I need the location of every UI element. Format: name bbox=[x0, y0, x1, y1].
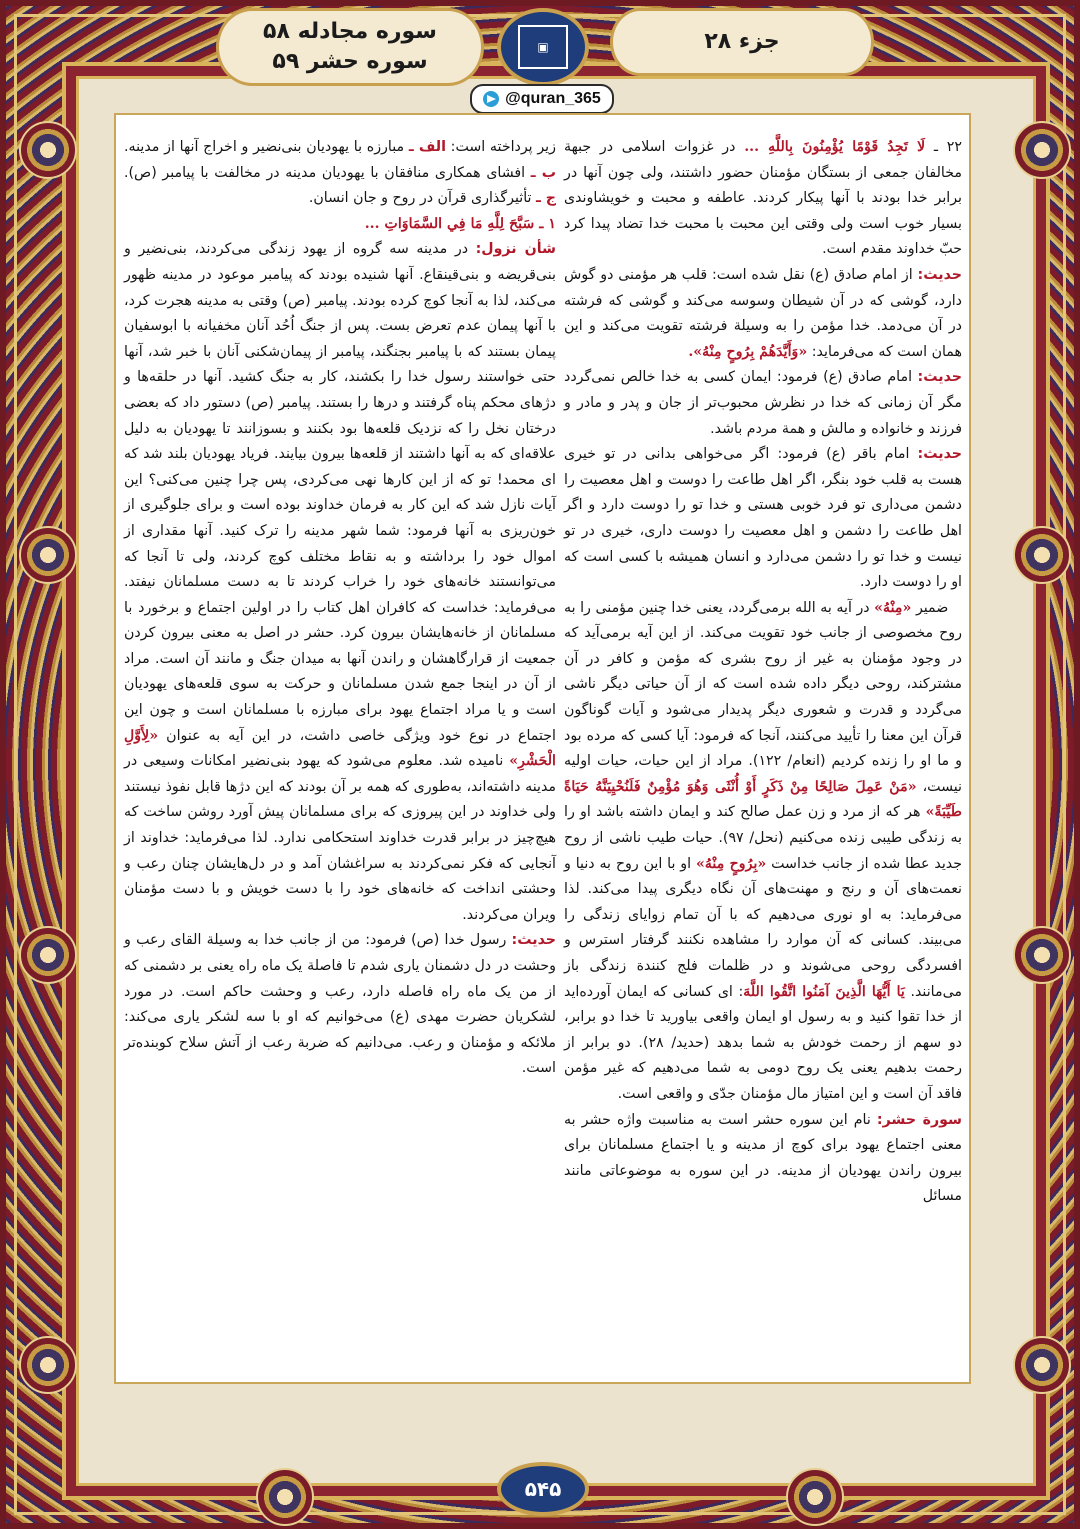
paragraph: زیر پرداخته است: الف ـ مبارزه با یهودیان بنی‌نضیر و اخراج آنها از مدینه. ب ـ افشای همکاری منافقان با یهودیان مدینه در مخالفت با پیامبر (ص). ج ـ تأثیرگذاری قرآن در روح و جان انسان. bbox=[124, 139, 557, 207]
verse-heading bbox=[124, 212, 556, 238]
telegram-icon bbox=[483, 91, 499, 107]
hadith-paragraph: حدیث: رسول خدا (ص) فرمود: من از جانب خدا به وسیلة القای رعب و وحشت در دل دشمنان یاری شدم تا فاصلة یک ماه راه یعنی بر دشمنی که از من یک ماه راه فاصله دارد، رعب و وحشت حاکم است. در مورد لشکریان حضرت مهدی (ع) می‌خوانیم که او با سه لشکر یاری می‌کند: ملائکه و مؤمنان و رعب. می‌دانیم که ضربة رعب از آتش سلاح کوبنده‌تر است. bbox=[124, 932, 556, 1077]
juz-cartouche bbox=[610, 8, 874, 76]
ornament-medallion bbox=[786, 1468, 844, 1526]
verse-quote: «بِرُوحٍ مِنْهُ» bbox=[695, 855, 767, 872]
hadith-label: حدیث: bbox=[917, 369, 962, 386]
item-label: الف ـ bbox=[408, 139, 446, 155]
verse-quote: ۱ ـ سَبَّحَ لِلَّهِ مَا فِي السَّمَاوَاتِ ... bbox=[364, 215, 556, 232]
paragraph: ۲۲ ـ لَا تَجِدُ قَوْمًا يُؤْمِنُونَ بِاللَّهِ ... در غزوات اسلامی در جبهة مخالفان جمعی از بستگان مؤمنان حضور داشتند، ولی چون آنها در برابر خدا بودند با آنها پیکار کردند. عاطفه و محبت و خویشاوندی بسیار خوب است ولی وقتی این محبت با محبت خدا تضاد پیدا کرد حبّ خداوند مقدم است. bbox=[564, 139, 963, 258]
section-label: شأن نزول: bbox=[475, 241, 556, 258]
ornament-medallion bbox=[1013, 526, 1071, 584]
channel-handle[interactable]: @quran_365 bbox=[505, 90, 601, 107]
verse-quote: «وَأَيَّدَهُمْ بِرُوحٍ مِنْهُ». bbox=[688, 343, 808, 360]
hadith-label: حدیث: bbox=[511, 932, 556, 949]
left-column bbox=[124, 135, 556, 1082]
paragraph: سورة حشر: نام این سوره حشر است به مناسبت واژه حشر به معنی اجتماع یهود برای کوچ از مدینه و یا اجتماع مسلمانان برای بیرون راندن یهودیان از مدینه. در این سوره به موضوعاتی مانند مسائل bbox=[564, 1111, 962, 1205]
juz-label: جزء ۲۸ bbox=[704, 29, 780, 54]
hadith-label: حدیث: bbox=[917, 446, 962, 463]
calligraphy-emblem-icon: ▣ bbox=[518, 25, 568, 69]
section-label: سورة حشر: bbox=[876, 1111, 962, 1128]
page-number: ۵۴۵ bbox=[524, 1477, 562, 1501]
surah-title-1: سوره مجادله ۵۸ bbox=[263, 19, 437, 44]
ornament-medallion bbox=[19, 121, 77, 179]
paragraph: ضمیر «مِنْهُ» در آیه به الله برمی‌گردد، یعنی خدا چنین مؤمنی را به روح مخصوصی از جانب خود تقویت می‌کند. از این آیه برمی‌آید که در وجود مؤمنان به غیر از روح بشری که مؤمن و کافر در آن مشترکند، روحی دیگر داده شده است که از آن حیاتی دیگر ناشی می‌گردد و قدرت و شعوری دیگر پدیدار می‌شود و آیات گوناگون قرآن این معنا را تأیید می‌کنند، آنجا که فرمود: آیا کسی که مرده بود و ما او را زنده کردیم (انعام/ ۱۲۲). مراد از این حیات، حیات اولیه نیست، «مَنْ عَمِلَ صَالِحًا مِنْ ذَكَرٍ أَوْ أُنْثَى وَهُوَ مُؤْمِنٌ فَلَنُحْيِيَنَّهُ حَيَاةً طَيِّبَةً» هر که از مرد و زن عمل صالح کند و ایمان داشته باشد او را به زندگی طیبی زنده می‌کنیم (نحل/ ۹۷). حیات طیب ناشی از روح جدید عطا شده از جانب خداست «بِرُوحٍ مِنْهُ» او با این روح به دنیا و نعمت‌های آن و رنج و مهنت‌های آن نگاه دیگری پیدا می‌کند. لذا می‌فرماید: به او نوری می‌دهیم که با آن تمام زوایای زندگی را می‌بیند. کسانی که آن موارد را مشاهده نکنند گرفتار استرس و افسردگی روحی می‌شوند و در ظلمات فلج کنندة زندگی باز می‌مانند. يَا أَيُّهَا الَّذِينَ آمَنُوا اتَّقُوا اللَّهَ: ای کسانی که ایمان آورده‌اید از خدا تقوا کنید و به رسول او ایمان واقعی بیاورید تا خدا دو برابر، دو سهم از رحمت خودش به شما بدهد (حدید/ ۲۸). دو برابر از رحمت بدهیم یعنی یک روح دومی به شما می‌دهیم که غیر مؤمن فاقد آن است و این امتیاز مال مؤمنان جدّی و واقعی است. bbox=[564, 599, 963, 1102]
telegram-channel-badge[interactable] bbox=[470, 84, 614, 114]
hadith-paragraph: حدیث: امام صادق (ع) فرمود: ایمان کسی به خدا خالص نمی‌گردد مگر آن زمانی که خدا در نظرش محبوب‌تر از جان و پدر و مادر و فرزند و خانواده و مالش و همة مردم باشد. bbox=[564, 369, 962, 437]
hadith-paragraph: حدیث: امام باقر (ع) فرمود: اگر می‌خواهی بدانی در تو خیری هست به قلب خود بنگر، اگر اهل طاعت را دوست و اهل معصیت را دشمن می‌داری تو فرد خوبی هستی و خدا تو را دوست دارد و اگر اهل طاعت را دشمن و اهل معصیت را دوست داری، خیری در تو نیست و خدا تو را دشمن می‌دارد و انسان همیشه با کسی است که او را دوست دارد. bbox=[564, 446, 962, 591]
right-column bbox=[564, 135, 962, 1210]
quran-logo bbox=[497, 8, 589, 86]
ornament-medallion bbox=[1013, 926, 1071, 984]
verse-quote: يَا أَيُّهَا الَّذِينَ آمَنُوا اتَّقُوا اللَّهَ bbox=[743, 983, 905, 1000]
verse-quote: «مِنْهُ» bbox=[874, 599, 912, 616]
ornament-medallion bbox=[19, 926, 77, 984]
verse-quote: «لِأَوَّلِ الْحَشْرِ» bbox=[124, 727, 556, 770]
item-label: ج ـ bbox=[535, 190, 556, 207]
hadith-paragraph: حدیث: از امام صادق (ع) نقل شده است: قلب هر مؤمنی دو گوش دارد، گوشی که در آن شیطان وسوسه می‌کند و گوشی که فرشته در آن می‌دمد. خدا مؤمن را به وسیلة فرشته تقویت می‌کند و این همان است که می‌فرماید: «وَأَيَّدَهُمْ بِرُوحٍ مِنْهُ». bbox=[564, 266, 962, 360]
hadith-label: حدیث: bbox=[917, 266, 962, 283]
ornament-medallion bbox=[256, 1468, 314, 1526]
ornament-medallion bbox=[1013, 121, 1071, 179]
surah-cartouche bbox=[216, 8, 484, 86]
ornament-medallion bbox=[1013, 1336, 1071, 1394]
ornament-medallion bbox=[19, 1336, 77, 1394]
verse-quote: «مَنْ عَمِلَ صَالِحًا مِنْ ذَكَرٍ أَوْ أُنْثَى وَهُوَ مُؤْمِنٌ فَلَنُحْيِيَنَّهُ حَيَاةً طَيِّبَةً» bbox=[564, 778, 962, 821]
ornament-medallion bbox=[19, 526, 77, 584]
verse-quote: لَا تَجِدُ قَوْمًا يُؤْمِنُونَ بِاللَّهِ ... bbox=[744, 139, 926, 155]
paragraph: شأن نزول: در مدینه سه گروه از یهود زندگی می‌کردند، بنی‌نضیر و بنی‌قریضه و بنی‌قینقاع. آنها شنیده بودند که پیامبر موعود در مدینه ظهور می‌کند، لذا به آنجا کوچ کرده بودند. پیامبر (ص) وقتی به مدینه هجرت کرد، با آنها پیمان عدم تعرض بست. پس از جنگ اُحُد آنان مخفیانه با ابوسفیان پیمان بستند که با پیامبر بجنگند، پیامبر از پیمان‌شکنی آنان با خبر شد، آنها حتی خواستند رسول خدا را بکشند، کار به جنگ کشید. آنها در حلقه‌ها و دژهای محکم پناه گرفتند و درها را بستند. پیامبر (ص) دستور داد که بعضی درختان نخل را که نزدیک قلعه‌ها بود بکنند و بسوزانند تا یهودیان به دلیل علاقه‌ای که به آنها داشتند از قلعه‌ها بیرون بیایند. فریاد یهودیان بلند شد که ای محمد! تو که از این کارها نهی می‌کردی، پس چرا چنین می‌کنی؟ این آیات نازل شد که این کار به فرمان خداوند بوده است و برای جلوگیری از خون‌ریزی به آنها فرمود: شما شهر مدینه را ترک کنید. آنها مقداری از اموال خود را برداشته و به نقاط مختلف کوچ کردند، ولی تا آنجا که می‌توانستند خانه‌های خود را خراب کردند تا به دست مسلمانان نیفتد. می‌فرماید: خداست که کافران اهل کتاب را در اولین اجتماع و برخورد با مسلمانان از خانه‌هایشان بیرون کرد. حشر در اصل به معنی بیرون کردن جمعیت از قرارگاهشان و راندن آنها به میدان جنگ و مانند آن است. مراد از آن در اینجا جمع شدن مسلمانان و حرکت به سوی قلعه‌های یهودیان است و یا مراد اجتماع یهود برای مبارزه با مسلمانان است و چون این اجتماع در نوع خود ویژگی خاصی داشت، در این آیه به عنوان «لِأَوَّلِ الْحَشْرِ» نامیده شد. معلوم می‌شود که یهود بنی‌نضیر امکانات وسیعی در مدینه داشته‌اند، به‌طوری که همه بر آن بودند که این دژها قابل نفوذ نیستند ولی خداوند در این پیروزی که برای مسلمانان پیش آورد روشن ساخت که هیچ‌چیز در برابر قدرت خداوند استحکامی ندارد. لذا می‌فرماید: خداوند از آنجایی که فکر نمی‌کردند به سراغشان آمد و در دل‌هایشان چنان رعب و وحشتی انداخت که خانه‌های خود را با دست خویش و با دست مؤمنان ویران می‌کردند. bbox=[124, 241, 556, 923]
surah-title-2: سوره حشر ۵۹ bbox=[272, 49, 428, 74]
page-number-badge bbox=[497, 1462, 589, 1516]
item-label: ب ـ bbox=[530, 164, 557, 181]
